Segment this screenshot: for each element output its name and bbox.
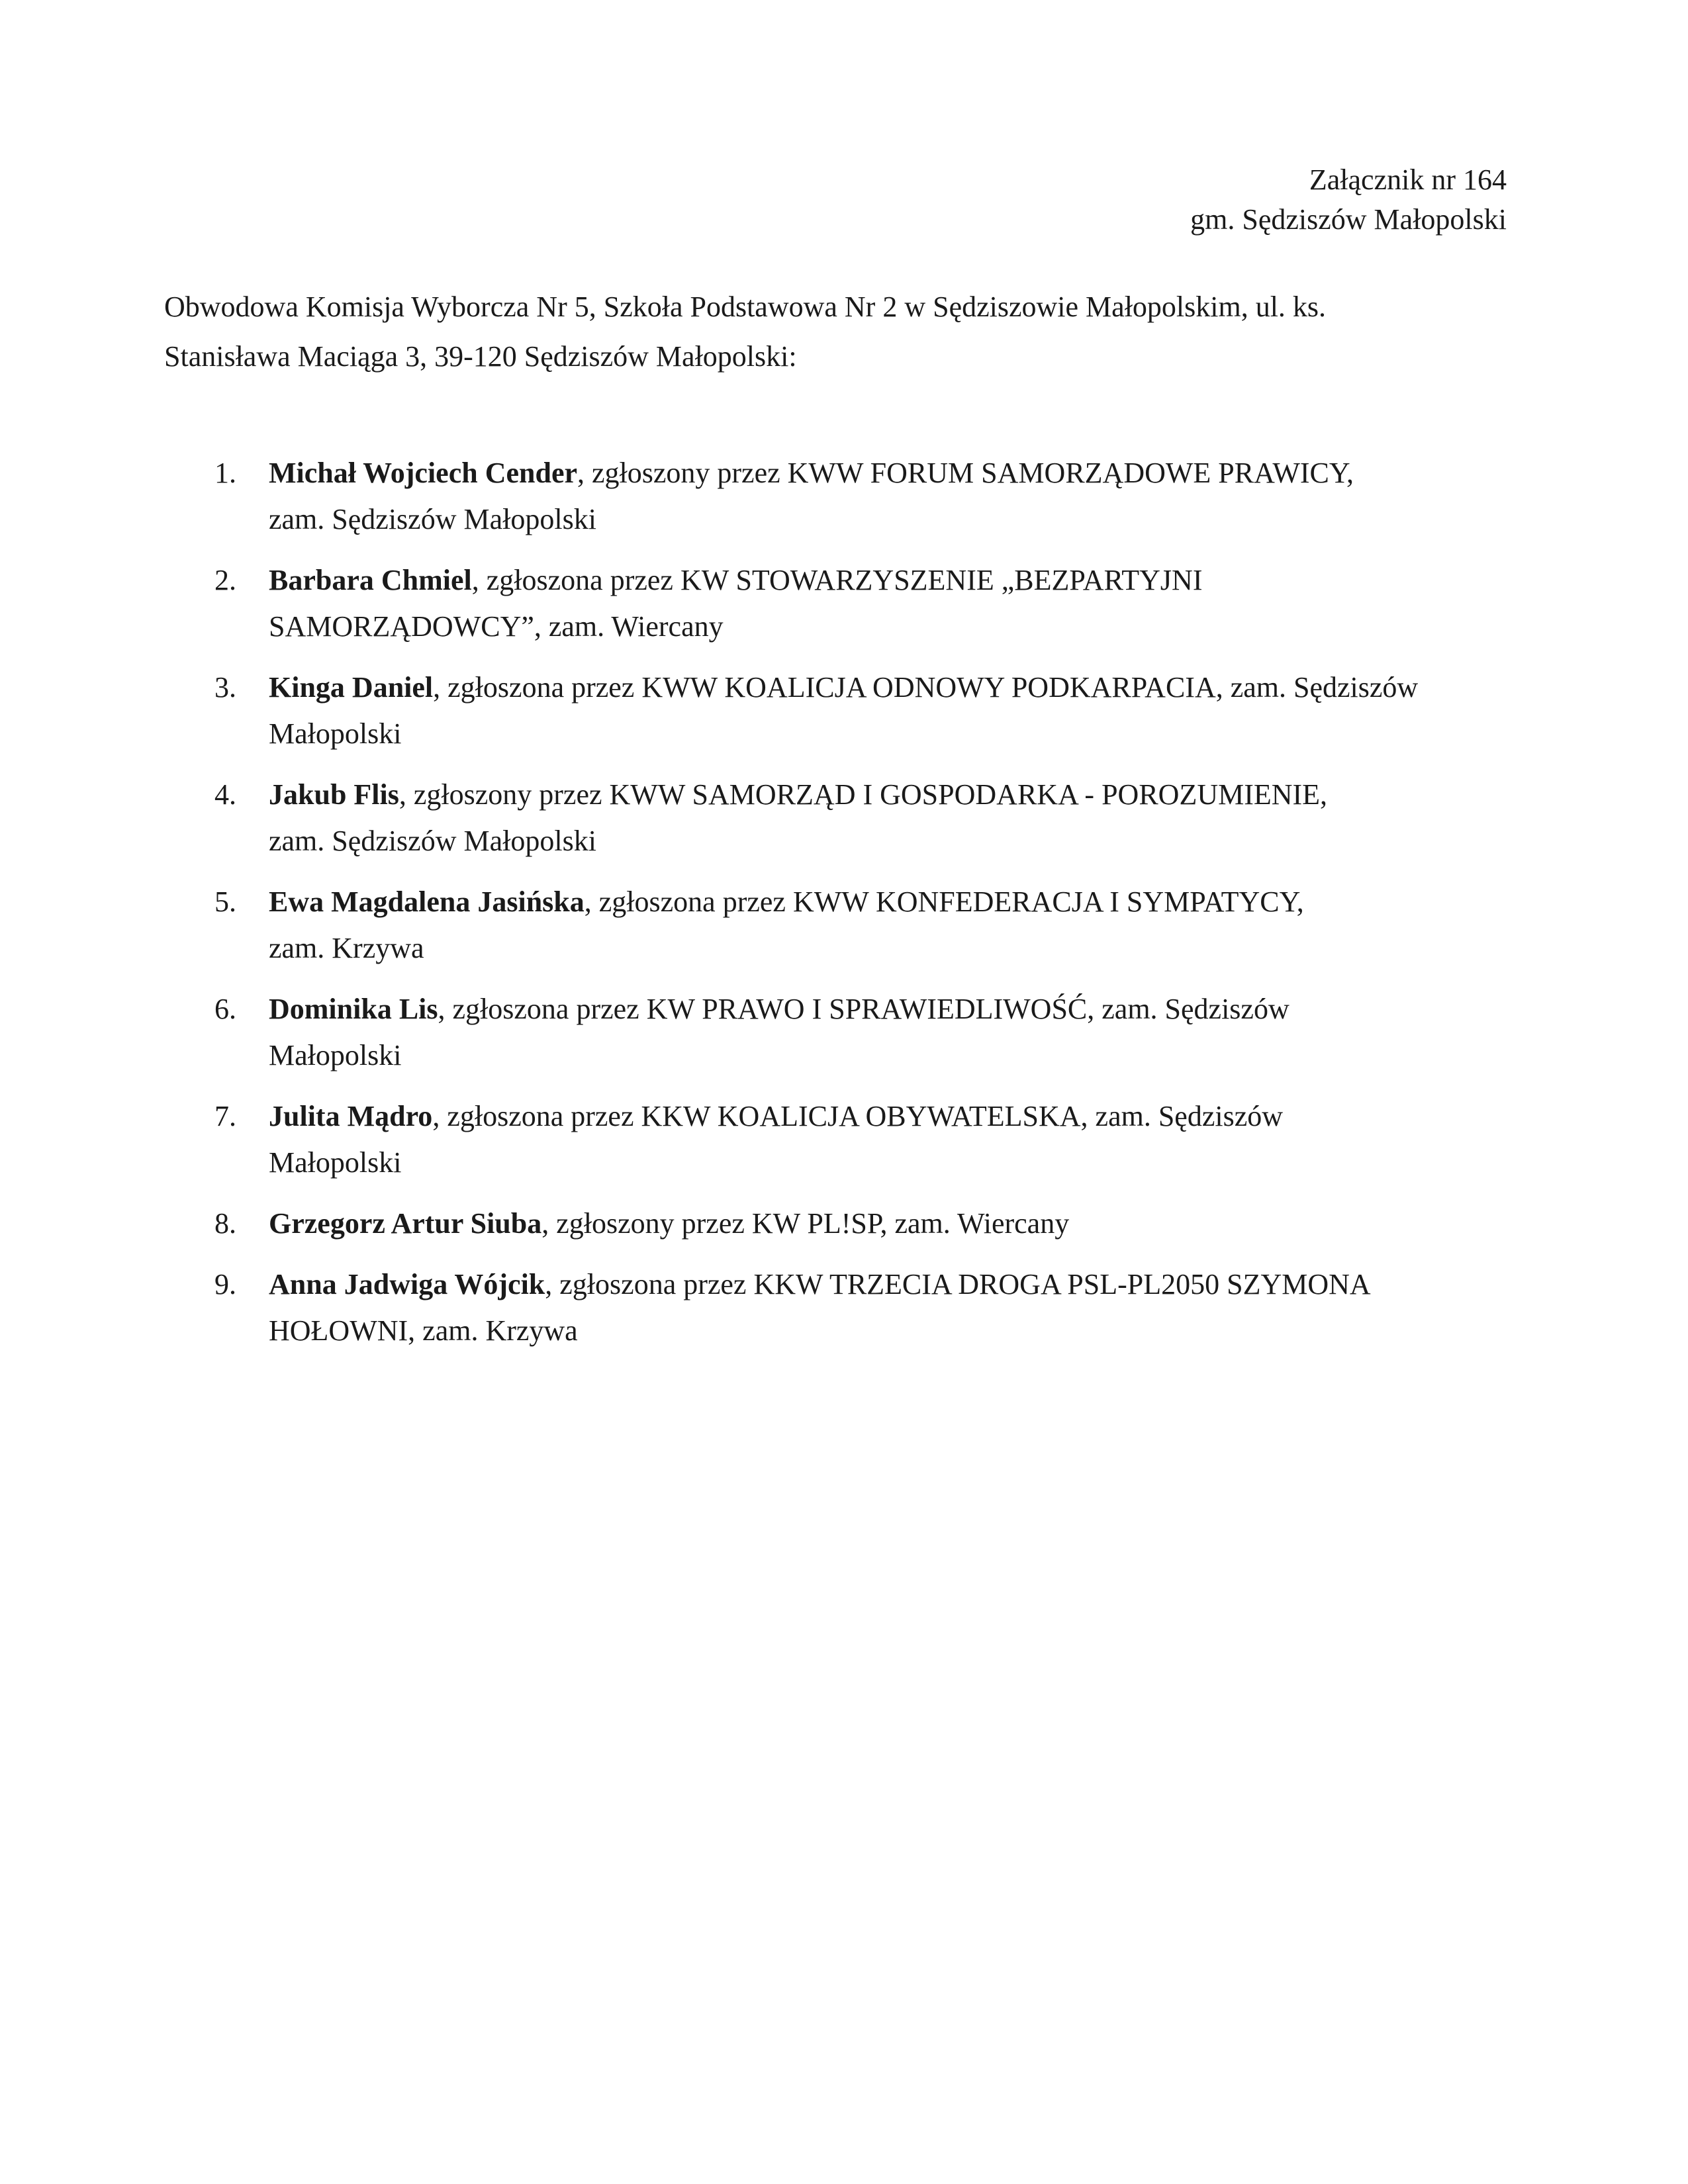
member-name: Grzegorz Artur Siuba bbox=[269, 1207, 542, 1240]
item-line-2: SAMORZĄDOWCY”, zam. Wiercany bbox=[269, 610, 724, 643]
member-details: , zgłoszony przez KW PL!SP, zam. Wiercany bbox=[541, 1207, 1070, 1240]
item-line-1 bbox=[269, 450, 1521, 496]
member-details: , zgłoszona przez KKW TRZECIA DROGA PSL-PL2050 SZYMONA bbox=[545, 1268, 1371, 1300]
member-name: Anna Jadwiga Wójcik bbox=[269, 1268, 545, 1300]
item-number: 1. bbox=[214, 457, 236, 489]
item-line-1 bbox=[269, 986, 1521, 1032]
document-header bbox=[1190, 160, 1507, 240]
commission-line-1: Obwodowa Komisja Wyborcza Nr 5, Szkoła Podstawowa Nr 2 w Sędziszowie Małopolskim, ul. ks. bbox=[164, 291, 1327, 323]
item-line-2: Małopolski bbox=[269, 717, 402, 750]
item-line-1 bbox=[269, 557, 1521, 604]
item-line-2: zam. Sędziszów Małopolski bbox=[269, 825, 596, 857]
item-line-2: HOŁOWNI, zam. Krzywa bbox=[269, 1314, 578, 1347]
member-name: Michał Wojciech Cender bbox=[269, 457, 577, 489]
member-details: , zgłoszony przez KWW FORUM SAMORZĄDOWE PRAWICY, bbox=[577, 457, 1354, 489]
item-line-1 bbox=[269, 1201, 1521, 1247]
list-item bbox=[164, 664, 1521, 757]
list-item bbox=[164, 1201, 1521, 1247]
member-name: Ewa Magdalena Jasińska bbox=[269, 886, 585, 918]
member-details: , zgłoszona przez KWW KONFEDERACJA I SYMPATYCY, bbox=[584, 886, 1304, 918]
item-number: 6. bbox=[214, 993, 236, 1025]
member-details: , zgłoszona przez KWW KOALICJA ODNOWY PODKARPACIA, zam. Sędziszów bbox=[433, 671, 1419, 704]
attachment-number: Załącznik nr 164 bbox=[1309, 163, 1507, 196]
member-name: Jakub Flis bbox=[269, 778, 399, 811]
item-line-2: zam. Krzywa bbox=[269, 932, 424, 964]
list-item bbox=[164, 1261, 1521, 1354]
item-number: 7. bbox=[214, 1100, 236, 1132]
member-name: Dominika Lis bbox=[269, 993, 438, 1025]
commission-line-2: Stanisława Maciąga 3, 39-120 Sędziszów Małopolski: bbox=[164, 340, 797, 373]
municipality-name: gm. Sędziszów Małopolski bbox=[1190, 203, 1507, 236]
commission-description bbox=[164, 282, 1455, 381]
member-name: Barbara Chmiel bbox=[269, 564, 472, 596]
item-number: 4. bbox=[214, 778, 236, 811]
item-number: 2. bbox=[214, 564, 236, 596]
item-line-1 bbox=[269, 1261, 1521, 1308]
list-item bbox=[164, 1093, 1521, 1186]
member-details: , zgłoszona przez KW STOWARZYSZENIE „BEZPARTYJNI bbox=[471, 564, 1203, 596]
list-item bbox=[164, 450, 1521, 543]
item-line-1 bbox=[269, 664, 1521, 711]
member-name: Kinga Daniel bbox=[269, 671, 434, 704]
item-line-2: zam. Sędziszów Małopolski bbox=[269, 503, 596, 535]
list-item bbox=[164, 772, 1521, 864]
list-item bbox=[164, 986, 1521, 1079]
member-name: Julita Mądro bbox=[269, 1100, 433, 1132]
item-line-1 bbox=[269, 772, 1521, 818]
list-item bbox=[164, 879, 1521, 972]
member-details: , zgłoszona przez KW PRAWO I SPRAWIEDLIWOŚĆ, zam. Sędziszów bbox=[438, 993, 1289, 1025]
member-details: , zgłoszony przez KWW SAMORZĄD I GOSPODARKA - POROZUMIENIE, bbox=[399, 778, 1328, 811]
item-line-2: Małopolski bbox=[269, 1146, 402, 1179]
item-line-1 bbox=[269, 1093, 1521, 1140]
item-number: 3. bbox=[214, 671, 236, 704]
item-number: 8. bbox=[214, 1207, 236, 1240]
member-details: , zgłoszona przez KKW KOALICJA OBYWATELSKA, zam. Sędziszów bbox=[432, 1100, 1284, 1132]
list-item bbox=[164, 557, 1521, 650]
item-number: 9. bbox=[214, 1268, 236, 1300]
item-line-1 bbox=[269, 879, 1521, 925]
item-number: 5. bbox=[214, 886, 236, 918]
member-list bbox=[164, 450, 1521, 1369]
item-line-2: Małopolski bbox=[269, 1039, 402, 1071]
